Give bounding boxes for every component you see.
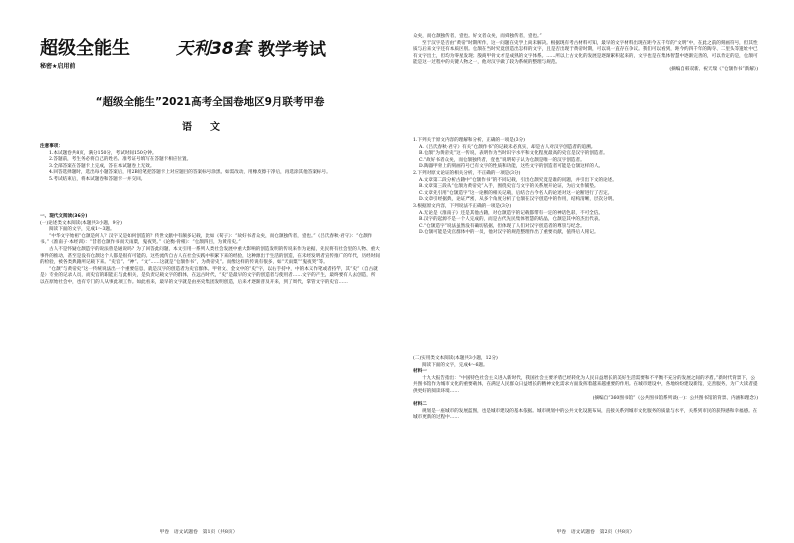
passage-paragraph: “中华文字始祖”仓颉是何人？汉字又是如何创造的？传世文献中有颇多记载，比如《荀子》：“故好书者众矣，而仓颉独传者，壹也。”《吕氏春秋·君守》：“仓颉作书。”《淮南子·本经训》：“昔者仓颉作书而天雨粟，鬼夜哭。”《论衡·骨相》：“仓颉四目，为黄帝史。” bbox=[40, 233, 373, 246]
source-citation: (摘编自韩双新、祝天瑞《“仓颉作书”新解》) bbox=[669, 66, 758, 72]
question-option: B.汉字的起源不是一个人完成的，而是古代先民集体智慧的结晶，仓颉是其中的杰出代表。 bbox=[419, 217, 603, 223]
question-stem: 1.下列关于原文内容的理解和分析，正确的一项是(3分) bbox=[413, 138, 525, 143]
question-option: A.《吕氏春秋·君守》有关“仓颉作书”的记载未必真实，却是古人对汉字创造者的追溯。 bbox=[419, 144, 596, 150]
instructions: 阅读下面的文字，完成4～6题。 bbox=[422, 362, 488, 368]
questions-block bbox=[413, 138, 758, 237]
logo-exam: 教学考试 bbox=[258, 40, 326, 60]
passage-paragraph: 古人不是怀疑仓颉造字的说法曾是通说吗？为了回答此问题，本文引用一系列人类社会发展中重大影响的创造发明的传说来作为论据，先民将有社会里的人物、重大事件的推动，甚至是没有仓颉这个人都是很有可能的。这些流传自古人在社会实践中积累下来的经验，这种源出于生活的创造，在未经发明者宣传推广的年代，历经时间的检验，被各类典籍所记载下来。“史官”、“神”、“文”……这就是“仓颉作书”，为黄帝史”。而像这样的传说有很多，如“天雨粟”“鬼夜哭”等。 bbox=[40, 246, 380, 266]
material-paragraph: 规划是一座城市的发展蓝图，也是城市建设的基本依据。城市规划中的公共文化设施布局，直接关系到城市文化服务的质量与水平，关系到市民的获得感和幸福感。在城市更新的过程中…… bbox=[413, 408, 758, 421]
material-paragraph: 十九大报告指出：“中国特色社会主义进入新时代，我国社会主要矛盾已经转化为人民日益增长的美好生活需要和不平衡不充分的发展之间的矛盾。”新时代背景下，公共图书馆作为城市文化的重要载体，在满足人民群众日益增长的精神文化需求方面发挥着越来越重要的作用。在城市建设中，各地纷纷建设新馆，完善服务，为广大读者提供更好的阅读环境…… bbox=[413, 375, 758, 394]
exam-title: “超级全能生”2021高考全国卷地区9月联考甲卷 bbox=[95, 96, 325, 108]
question-option: C.“仓颉造字”说法虽然没有确切依据，但体现了人们对汉字创造者的尊崇与纪念。 bbox=[419, 223, 585, 229]
question-option: D.仓颉可能是史官群体中的一员，他对汉字的规范整理作出了重要贡献，值得后人铭记。 bbox=[419, 230, 599, 236]
question-option: D.陶器甲骨上的刻画符号已有文字的性质和功能，这些文字的创造者可能是仓颉这样的人。 bbox=[419, 164, 604, 170]
right-page bbox=[397, 0, 794, 543]
section-heading: 一、现代文阅读(36分) bbox=[40, 214, 88, 219]
secret-label: 秘密★启用前 bbox=[40, 63, 76, 70]
section1-block bbox=[40, 214, 380, 287]
note-item: 1.本试题卷共8页，满分150分，考试时间150分钟。 bbox=[49, 150, 157, 156]
notes-block bbox=[40, 144, 380, 184]
page-footer: 甲卷 语文试题卷 第2页（共8页） bbox=[556, 530, 635, 535]
question-option: C.文章先引用“仓颉造字”这一论断的相关记载，后结合古今名人的论述对这一论断进行了否定。 bbox=[419, 190, 613, 196]
question-option: A.无论是《淮南子》还是其他古籍，对仓颉造字的记载都带有一定的神话色彩，不可全信。 bbox=[419, 210, 603, 216]
subsection-heading: (一)论述类文本阅读(本题共3小题，9分) bbox=[40, 220, 122, 226]
material-title: 材料一 bbox=[413, 369, 427, 375]
subject-title: 语文 bbox=[182, 122, 238, 133]
passage-paragraph: “仓颉”与黄帝史“这一传统说法出一个重要信息，就是汉字的创造者为史官群体。甲骨文、金文中的“史”字，以右手持中，中的本义作笔或者持竿，其“史”（自古就是）专业的记录人员，而史官的职能正与此相关，是负责记载文字的群体，在远古时代，“史”是最早的文字的创造者与使用者……文字的产生，最终要有人去创造，所以在原始社会中，也有专门的人从事此项工作。如此看来，最早的文字就是由巫史集团发明创造，后来才逐渐普及开来，到了周代，掌管文字的史官…… bbox=[40, 266, 378, 285]
question-stem: 3.根据原文内容，下列说法不正确的一项是(3分) bbox=[413, 203, 512, 209]
note-item: 5.考试结束后，将本试题卷和答题卡一并交回。 bbox=[49, 176, 146, 182]
question-stem: 2.下列对原文论证的相关分析，不正确的一项是(3分) bbox=[413, 170, 521, 176]
passage-continued bbox=[413, 34, 758, 74]
passage-paragraph: 众矣，而仓颉独传者，壹也。好文者众矣，而舜独传者，壹也。” bbox=[413, 34, 542, 39]
note-item: 4.回答选择题时，选出每小题答案后，用2B铅笔把答题卡上对应题目的答案标号涂黑。如需改动，用橡皮擦干净后，再选涂其他答案标号。 bbox=[49, 170, 331, 176]
logo-tianli: 天利38套 bbox=[176, 39, 251, 59]
page-footer: 甲卷 语文试题卷 第1页（共8页） bbox=[159, 530, 238, 535]
question-option: A.文章第二段分析古籍中“仓颉作书”的不同记载，引出仓颉究竟是谁的问题，并引出下文的论述。 bbox=[419, 177, 617, 183]
note-item: 3.全部答案在答题卡上完成，答在本试题卷上无效。 bbox=[49, 163, 155, 169]
instructions: 阅读下面的文字，完成1～3题。 bbox=[49, 227, 115, 233]
logo-main: 超级全能生 bbox=[40, 38, 130, 59]
material-title: 材料二 bbox=[413, 402, 427, 408]
note-item: 2.答题前，考生务必将自己的姓名、准考证号填写在答题卡相应位置。 bbox=[49, 157, 192, 163]
subsection-heading: (二)实用类文本阅读(本题共3小题，12分) bbox=[413, 356, 498, 361]
question-option: D.文章引经据典，论证严密，从多个角度分析了仓颉在汉字创造中的作用，结构清晰，层次分明。 bbox=[419, 197, 617, 203]
question-option: C.“故好书者众矣，而仓颉独传者，壹也”说明荀子认为仓颉是唯一的汉字创造者。 bbox=[419, 157, 585, 163]
header-logos bbox=[40, 34, 360, 60]
source-citation: (摘编自“360图书馆”《公共图书馆系列谈(一)：公共图书馆的背景、内涵和理念》) bbox=[592, 395, 758, 401]
passage-paragraph: 至于汉字是否由“黄帝”时期所作，这一问题在史学上尚未解决。根据现有考古材料可知，最早的文字材料出现在距今五千年的“文明”中，在此之前的刻画符号，但其性质与后来文字还有本质区别。仓颉在当时究竟创造出怎样的文字，且是否出现于黄帝时期，可以说一直存在争议。我们可以看到，距今约四千年的陶寺、二里头等遗址中已有文字出土，但均为零星发现；殷商甲骨文才是成熟的文字体系。……所以上古文化的发展是逐渐累积起来的，文字也是在集体智慧中逐渐完善的，可以肯定的是，仓颉可能是这一过程中的关键人物之一，他对汉字做了较为系统的整理与规范。 bbox=[413, 40, 758, 66]
section2-block bbox=[413, 356, 758, 422]
question-option: B.仓颉“为黄帝史”这一传说，表明作为当时识字水平和文化程度最高的史官是汉字的创造者。 bbox=[419, 151, 608, 157]
question-option: B.文章第三段从“仓颉为黄帝史”入手，围绕史官与文字的关系展开论证，为后文作铺垫。 bbox=[419, 184, 599, 190]
notes-heading: 注意事项： bbox=[40, 144, 63, 149]
